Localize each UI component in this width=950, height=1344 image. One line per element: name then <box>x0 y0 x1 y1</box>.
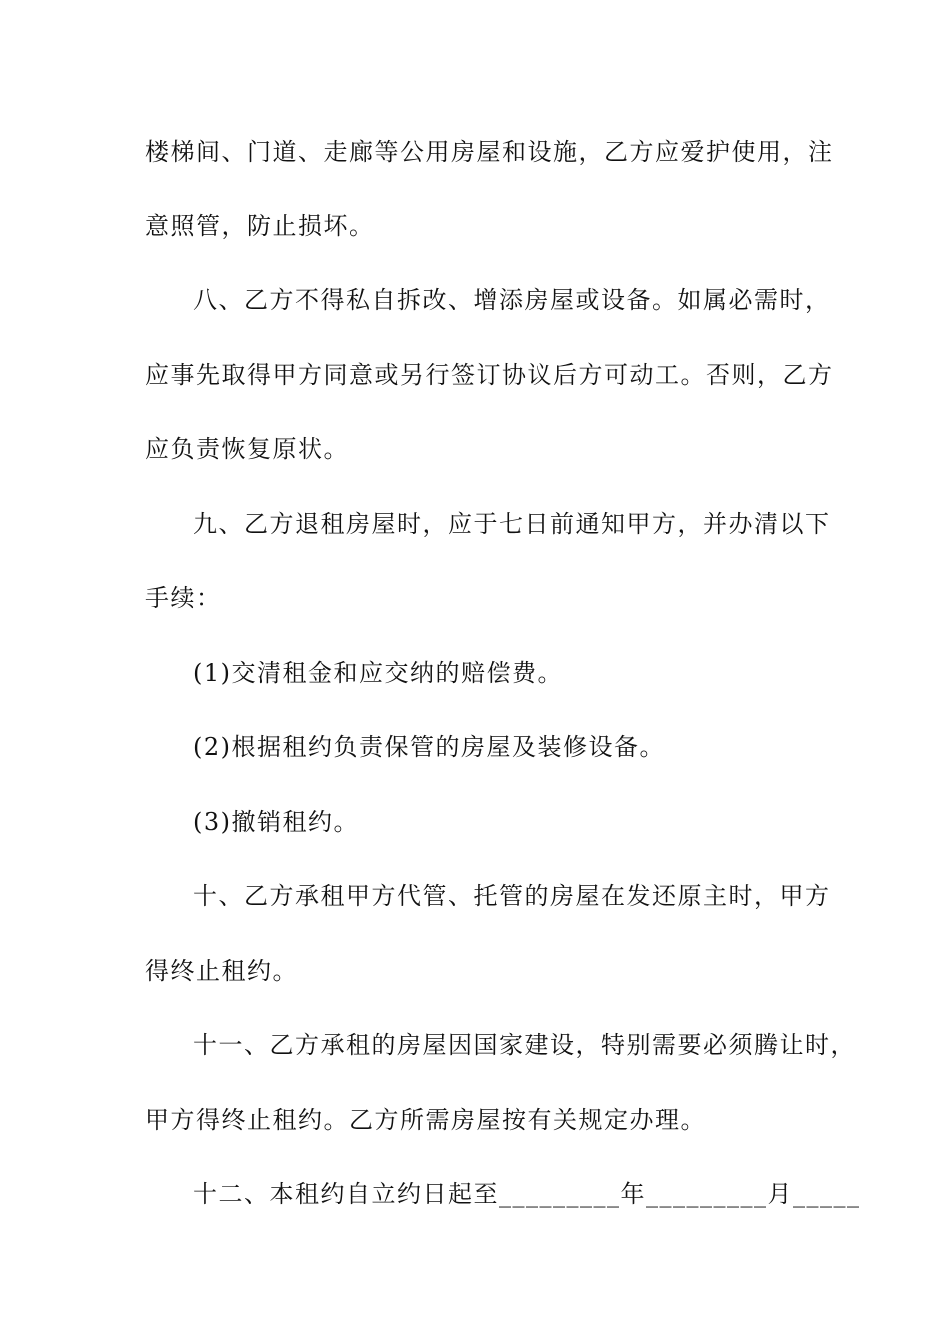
clause-10: 十、乙方承租甲方代管、托管的房屋在发还原主时，甲方 <box>193 882 831 910</box>
text-line: 甲方得终止租约。乙方所需房屋按有关规定办理。 <box>145 1106 706 1134</box>
text-line: 楼梯间、门道、走廊等公用房屋和设施，乙方应爱护使用，注 <box>145 138 834 166</box>
list-item: (1)交清租金和应交纳的赔偿费。 <box>193 659 563 687</box>
text-line: 手续： <box>145 584 222 612</box>
clause-11: 十一、乙方承租的房屋因国家建设，特别需要必须腾让时， <box>193 1031 856 1059</box>
clause-8: 八、乙方不得私自拆改、增添房屋或设备。如属必需时， <box>193 286 831 314</box>
list-item: (3)撤销租约。 <box>193 808 359 836</box>
clause-9: 九、乙方退租房屋时，应于七日前通知甲方，并办清以下 <box>193 510 831 538</box>
list-item: (2)根据租约负责保管的房屋及装修设备。 <box>193 733 665 761</box>
text-line: 应负责恢复原状。 <box>145 435 349 463</box>
text-line: 意照管，防止损坏。 <box>145 212 375 240</box>
text-line: 得终止租约。 <box>145 957 298 985</box>
text-line: 应事先取得甲方同意或另行签订协议后方可动工。否则，乙方 <box>145 361 834 389</box>
clause-12: 十二、本租约自立约日起至_________年_________月_____ <box>193 1180 861 1208</box>
